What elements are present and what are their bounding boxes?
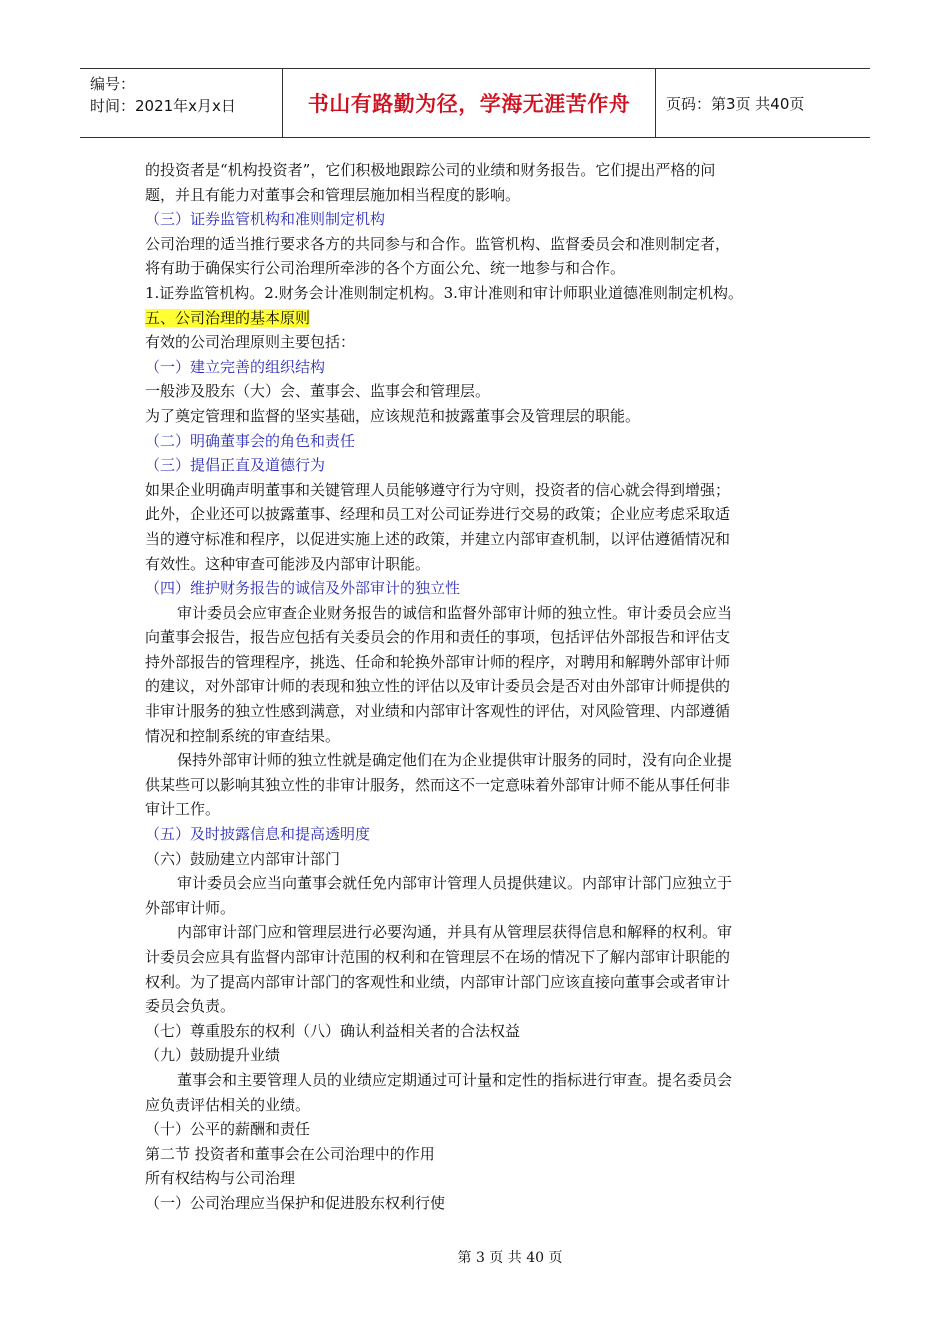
text-line: 审计委员会应审查企业财务报告的诚信和监督外部审计师的独立性。审计委员会应当 [177, 603, 733, 622]
text-line: （二）明确董事会的角色和责任 [145, 431, 356, 450]
text-line: 委员会负责。 [145, 997, 236, 1016]
text-line: 应负责评估相关的业绩。 [145, 1095, 311, 1114]
text-line: 向董事会报告，报告应包括有关委员会的作用和责任的事项，包括评估外部报告和评估支 [145, 628, 731, 647]
text-line: 供某些可以影响其独立性的非审计服务，然而这不一定意味着外部审计师不能从事任何非 [145, 775, 731, 794]
text-line: （一）建立完善的组织结构 [145, 357, 326, 376]
text-line: 外部审计师。 [145, 898, 236, 917]
document-number-label: 编号： [90, 75, 136, 93]
text-line: 审计工作。 [145, 800, 221, 819]
text-line: 将有助于确保实行公司治理所牵涉的各个方面公允、统一地参与和合作。 [145, 259, 626, 278]
text-line: （三）证券监管机构和准则制定机构 [145, 210, 386, 229]
text-line: （五）及时披露信息和提高透明度 [145, 825, 371, 844]
text-line: 保持外部审计师的独立性就是确定他们在为企业提供审计服务的同时，没有向企业提 [177, 751, 733, 770]
text-line: （十）公平的薪酬和责任 [145, 1120, 311, 1139]
text-line: 的投资者是“机构投资者”，它们积极地跟踪公司的业绩和财务报告。它们提出严格的问 [145, 161, 716, 179]
highlighted-heading: 五、公司治理的基本原则 [145, 308, 311, 327]
text-line: （四）维护财务报告的诚信及外部审计的独立性 [145, 579, 461, 598]
text-line: （七）尊重股东的权利（八）确认利益相关者的合法权益 [145, 1021, 521, 1040]
text-line: 公司治理的适当推行要求各方的共同参与和合作。监管机构、监督委员会和准则制定者， [145, 234, 731, 253]
text-line: 持外部报告的管理程序，挑选、任命和轮换外部审计师的程序，对聘用和解聘外部审计师 [145, 652, 731, 671]
document-date: 时间：2021年x月x日 [90, 97, 236, 115]
text-line: 1.证券监管机构。2.财务会计准则制定机构。3.审计准则和审计师职业道德准则制定机构。 [145, 283, 743, 302]
text-line: 权利。为了提高内部审计部门的客观性和业绩，内部审计部门应该直接向董事会或者审计 [145, 972, 731, 991]
text-line: 一般涉及股东（大）会、董事会、监事会和管理层。 [145, 382, 491, 401]
text-line: 有效的公司治理原则主要包括： [145, 333, 356, 352]
text-line: （六）鼓励建立内部审计部门 [145, 849, 341, 868]
text-line: （九）鼓励提升业绩 [145, 1046, 281, 1065]
text-line: 董事会和主要管理人员的业绩应定期通过可计量和定性的指标进行审查。提名委员会 [177, 1070, 733, 1089]
page-header [80, 68, 870, 138]
document-body [145, 158, 810, 1216]
text-line [145, 306, 810, 331]
text-line: 非审计服务的独立性感到满意，对业绩和内部审计客观性的评估，对风险管理、内部遵循 [145, 702, 731, 721]
text-line: 题，并且有能力对董事会和管理层施加相当程度的影响。 [145, 185, 521, 204]
header-motto: 书山有路勤为径，学海无涯苦作舟 [283, 69, 656, 137]
text-line: 如果企业明确声明董事和关键管理人员能够遵守行为守则，投资者的信心就会得到增强； [145, 480, 731, 499]
text-line: 为了奠定管理和监督的坚实基础，应该规范和披露董事会及管理层的职能。 [145, 406, 641, 425]
text-line: 内部审计部门应和管理层进行必要沟通，并具有从管理层获得信息和解释的权利。审 [177, 923, 733, 942]
text-line: 的建议，对外部审计师的表现和独立性的评估以及审计委员会是否对由外部审计师提供的 [145, 677, 731, 696]
text-line: （三）提倡正直及道德行为 [145, 456, 326, 475]
text-line: 第二节 投资者和董事会在公司治理中的作用 [145, 1144, 435, 1163]
text-line: 当的遵守标准和程序，以促进实施上述的政策，并建立内部审查机制，以评估遵循情况和 [145, 529, 731, 548]
header-page-info: 页码：第3页 共40页 [666, 94, 805, 113]
text-line: 审计委员会应当向董事会就任免内部审计管理人员提供建议。内部审计部门应独立于 [177, 874, 733, 893]
text-line: （一）公司治理应当保护和促进股东权利行使 [145, 1193, 446, 1212]
page-footer: 第 3 页 共 40 页 [457, 1250, 563, 1266]
text-line: 有效性。这种审查可能涉及内部审计职能。 [145, 554, 431, 573]
text-line: 计委员会应具有监督内部审计范围的权利和在管理层不在场的情况下了解内部审计职能的 [145, 948, 731, 966]
text-line: 所有权结构与公司治理 [145, 1169, 296, 1188]
text-line: 此外，企业还可以披露董事、经理和员工对公司证券进行交易的政策；企业应考虑采取适 [145, 505, 731, 524]
header-meta [80, 69, 283, 137]
text-line: 情况和控制系统的审查结果。 [145, 726, 341, 745]
